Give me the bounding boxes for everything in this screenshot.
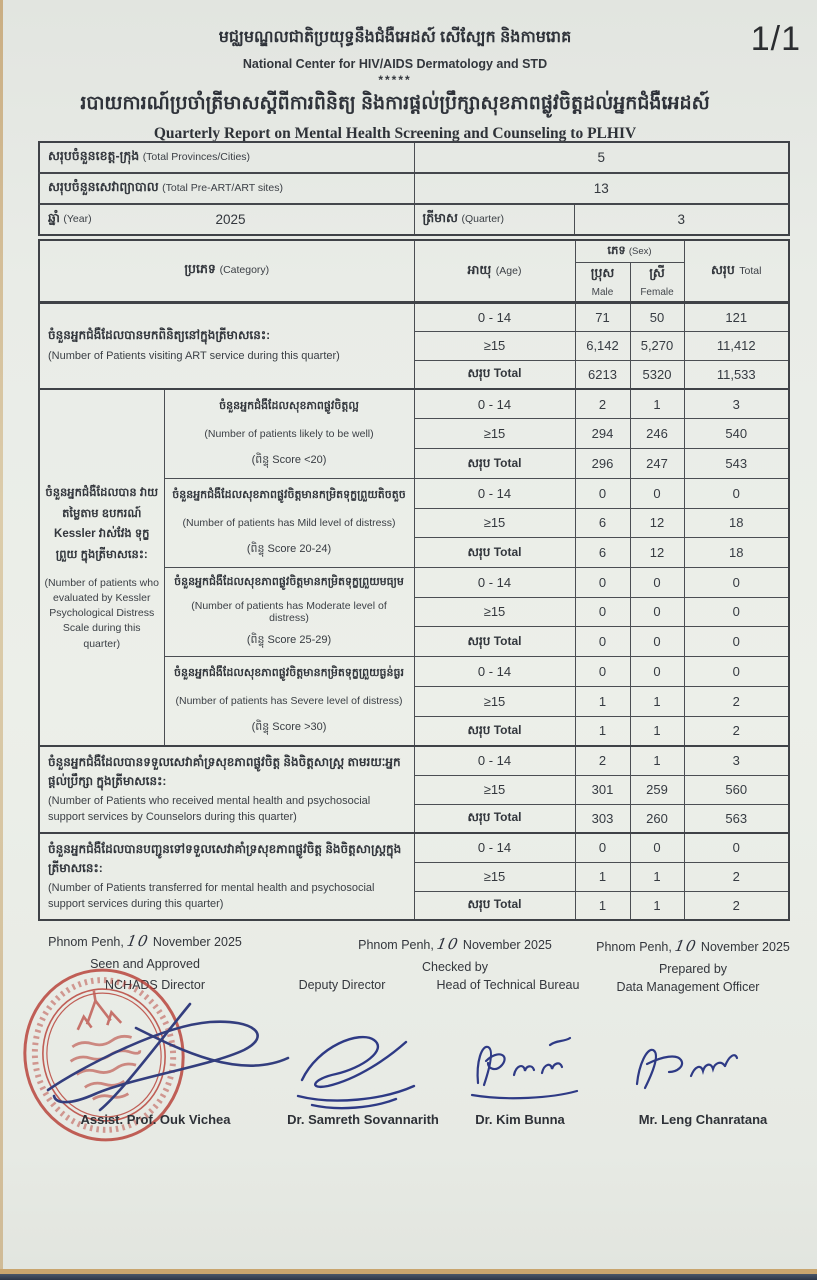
female-value: 0 (630, 657, 684, 687)
male-value: 1 (575, 716, 630, 746)
date-line-right (593, 935, 793, 958)
art-visits-label-kh: ចំនួនអ្នកជំងឺដែលបានមកពិនិត្យនៅក្នុងត្រីមាសនេះ: (48, 328, 271, 343)
female-value: 5320 (630, 360, 684, 389)
category-header-en: (Category) (219, 264, 270, 277)
handwritten-day: 10 (125, 932, 152, 950)
approval-line-left: Seen and Approved (90, 957, 200, 971)
received-label-en: (Number of Patients who received mental health and psychosocial support services by Counselors during this quarter) (48, 795, 371, 824)
approval-line-middle: Checked by (421, 960, 488, 974)
female-value: 246 (630, 419, 684, 449)
star-divider: ***** (378, 73, 412, 87)
signature-ouk-vichea (40, 998, 300, 1116)
name-ouk-vichea: Assist. Prof. Ouk Vichea (80, 1112, 231, 1127)
report-title-english: Quarterly Report on Mental Health Screening and Counseling to PLHIV (153, 125, 637, 142)
art-visits-label-en: (Number of Patients visiting ART service during this quarter) (48, 350, 340, 363)
date-prefix: Phnom Penh, (48, 935, 124, 949)
received-label-kh: ចំនួនអ្នកជំងឺដែលបានទទួលសេវាគាំទ្រសុខភាពផ្លូវចិត្ត និងចិត្តសាស្ត្រ តាមរយៈអ្នកផ្តល់ប្រឹក្សា ក្នុងត្រីមាសនេះ: (48, 754, 401, 788)
age-cell: 0 - 14 (414, 746, 575, 775)
female-value: 50 (630, 302, 684, 331)
transferred-label-en: (Number of Patients transferred for mental health and psychosocial support services during this quarter) (48, 882, 375, 911)
moderate-label-en: (Number of patients has Moderate level of distress) (191, 599, 387, 624)
age-total-cell: សរុប Total (414, 716, 575, 746)
row-total-provinces (39, 142, 789, 173)
kessler-label-kh: ចំនួនអ្នកជំងឺដែលបាន វាយតម្លៃតាម ឧបករណ៍ Kessler វាស់វែង ទុក្ខព្រួយ ក្នុងត្រីមាសនេះ: (45, 487, 159, 562)
female-value: 1 (630, 716, 684, 746)
female-value: 1 (630, 891, 684, 920)
total-value: 2 (684, 716, 789, 746)
age-cell: ≥15 (414, 419, 575, 449)
received-label (39, 746, 414, 833)
male-value: 1 (575, 862, 630, 891)
quarter-label-kh: ត្រីមាស (422, 210, 458, 225)
female-value: 1 (630, 686, 684, 716)
age-cell: ≥15 (414, 331, 575, 360)
total-value: 2 (684, 891, 789, 920)
male-value: 6 (575, 538, 630, 568)
col-header-total (684, 240, 789, 302)
art-visits-label (39, 302, 414, 389)
male-value: 1 (575, 891, 630, 920)
title-head-technical-bureau: Head of Technical Bureau (436, 978, 580, 992)
female-value: 0 (630, 479, 684, 509)
male-value: 0 (575, 627, 630, 657)
female-value: 1 (630, 862, 684, 891)
total-value: 0 (684, 657, 789, 687)
col-header-sex (575, 240, 684, 262)
age-cell: ≥15 (414, 508, 575, 538)
female-value: 0 (630, 833, 684, 862)
mild-label (164, 479, 414, 568)
male-value: 6 (575, 508, 630, 538)
transferred-label-kh: ចំនួនអ្នកជំងឺដែលបានបញ្ជូនទៅទទួលសេវាគាំទ្រសុខភាពផ្លូវចិត្ត និងចិត្តសាស្ត្រក្នុងត្រីមាសនេះ: (48, 841, 402, 875)
title-data-management-officer: Data Management Officer (616, 980, 760, 994)
female-header-en: Female (640, 286, 674, 298)
total-sites-value: 13 (414, 173, 789, 204)
total-value: 2 (684, 686, 789, 716)
date-line-left (40, 930, 250, 953)
total-sites-label-kh: សរុបចំនួនសេវាព្យាបាល (48, 179, 159, 194)
total-sites-label (39, 173, 414, 204)
title-deputy-director: Deputy Director (298, 978, 386, 992)
severe-label-kh: ចំនួនអ្នកជំងឺដែលសុខភាពផ្លូវចិត្តមានកម្រិតទុក្ខព្រួយធ្ងន់ធ្ងរ (174, 666, 404, 679)
date-suffix: November 2025 (462, 938, 552, 952)
handwritten-day: 10 (673, 937, 700, 955)
age-header-kh: អាយុ (467, 262, 492, 277)
age-cell: ≥15 (414, 775, 575, 804)
age-cell: ≥15 (414, 862, 575, 891)
date-prefix: Phnom Penh, (358, 938, 434, 952)
male-value: 0 (575, 479, 630, 509)
table-row (39, 746, 789, 775)
female-value: 0 (630, 597, 684, 627)
date-suffix: November 2025 (700, 940, 790, 954)
table-row (39, 389, 789, 419)
org-name-english: National Center for HIV/AIDS Dermatology and STD (242, 57, 548, 71)
female-value: 260 (630, 804, 684, 833)
male-value: 2 (575, 389, 630, 419)
age-total-cell: សរុប Total (414, 804, 575, 833)
col-header-male (575, 262, 630, 302)
total-value: 0 (684, 568, 789, 598)
female-value: 259 (630, 775, 684, 804)
date-prefix: Phnom Penh, (596, 940, 672, 954)
transferred-label (39, 833, 414, 920)
total-value: 121 (684, 302, 789, 331)
col-header-age (414, 240, 575, 302)
total-sites-label-en: (Total Pre-ART/ART sites) (162, 181, 283, 194)
quarter-label (414, 204, 574, 235)
male-value: 0 (575, 597, 630, 627)
year-label-kh: ឆ្នាំ (48, 210, 60, 225)
name-leng-chanratana: Mr. Leng Chanratana (638, 1112, 768, 1127)
severe-label-en: (Number of patients has Severe level of distress) (175, 694, 403, 707)
table-surface (0, 1274, 817, 1280)
org-name-khmer: មជ្ឈមណ្ឌលជាតិប្រយុទ្ធនឹងជំងឺអេដស៍ សើស្បែក និងកាមរោគ (218, 29, 572, 46)
total-value: 0 (684, 479, 789, 509)
report-header (0, 26, 790, 143)
male-value: 0 (575, 833, 630, 862)
age-total-cell: សរុប Total (414, 360, 575, 389)
total-provinces-label (39, 142, 414, 173)
age-total-cell: សរុប Total (414, 449, 575, 479)
page-counter: 1/1 (750, 20, 801, 58)
summary-table (38, 141, 790, 236)
total-value: 543 (684, 449, 789, 479)
total-value: 11,533 (684, 360, 789, 389)
male-value: 294 (575, 419, 630, 449)
mild-label-kh: ចំនួនអ្នកជំងឺដែលសុខភាពផ្លូវចិត្តមានកម្រិតទុក្ខព្រួយតិចតួច (172, 488, 406, 501)
male-header-kh: ប្រុស (590, 265, 615, 280)
year-value: 2025 (215, 212, 246, 227)
date-line-middle (330, 933, 580, 956)
age-cell: ≥15 (414, 686, 575, 716)
kessler-label (39, 389, 164, 746)
age-cell: 0 - 14 (414, 302, 575, 331)
male-value: 6,142 (575, 331, 630, 360)
moderate-score: (ពិន្ទុ Score 25-29) (246, 634, 332, 647)
age-cell: 0 - 14 (414, 479, 575, 509)
male-value: 0 (575, 657, 630, 687)
kessler-label-en: (Number of patients who evaluated by Kessler Psychological Distress Scale during this quarter) (44, 576, 159, 650)
male-header-en: Male (591, 286, 614, 298)
female-value: 12 (630, 508, 684, 538)
sex-header-en: (Sex) (628, 245, 652, 257)
female-value: 1 (630, 746, 684, 775)
total-value: 18 (684, 508, 789, 538)
total-header-kh: សរុប (711, 262, 735, 277)
title-nchads-director: NCHADS Director (104, 978, 205, 992)
mild-score: (ពិន្ទុ Score 20-24) (246, 543, 332, 556)
signature-samreth-sovannarith (288, 1028, 423, 1116)
total-value: 563 (684, 804, 789, 833)
mild-label-en: (Number of patients has Mild level of distress) (182, 516, 396, 529)
name-samreth-sovannarith: Dr. Samreth Sovannarith (287, 1112, 439, 1127)
report-title-khmer: របាយការណ៍ប្រចាំត្រីមាសស្តីពីការពិនិត្យ និងការផ្តល់ប្រឹក្សាសុខភាពផ្លូវចិត្តដល់អ្នកជំងឺអេដស៍ (80, 93, 710, 114)
male-value: 0 (575, 568, 630, 598)
total-value: 3 (684, 746, 789, 775)
date-suffix: November 2025 (152, 935, 242, 949)
age-total-cell: សរុប Total (414, 538, 575, 568)
age-cell: ≥15 (414, 597, 575, 627)
severe-label (164, 657, 414, 747)
quarter-label-en: (Quarter) (461, 212, 505, 225)
female-value: 1 (630, 389, 684, 419)
total-value: 0 (684, 833, 789, 862)
male-value: 71 (575, 302, 630, 331)
female-value: 247 (630, 449, 684, 479)
female-value: 12 (630, 538, 684, 568)
female-value: 0 (630, 627, 684, 657)
well-label-kh: ចំនួនអ្នកជំងឺដែលសុខភាពផ្លូវចិត្តល្អ (219, 399, 359, 412)
total-value: 0 (684, 627, 789, 657)
well-label-en: (Number of patients likely to be well) (204, 427, 374, 440)
total-provinces-value: 5 (414, 142, 789, 173)
row-total-sites (39, 173, 789, 204)
quarter-value: 3 (574, 204, 789, 235)
female-header-kh: ស្រី (649, 265, 665, 280)
sex-header-kh: ភេទ (607, 244, 626, 257)
male-value: 296 (575, 449, 630, 479)
signature-block-right (593, 935, 793, 980)
age-total-cell: សរុប Total (414, 627, 575, 657)
moderate-label (164, 568, 414, 657)
year-label-en: (Year) (63, 212, 92, 225)
table-row (39, 833, 789, 862)
table-row (39, 302, 789, 331)
paper-left-edge (0, 0, 3, 1272)
age-total-cell: សរុប Total (414, 891, 575, 920)
handwritten-day: 10 (435, 935, 462, 953)
year-cell (39, 204, 414, 235)
female-value: 0 (630, 568, 684, 598)
age-cell: 0 - 14 (414, 833, 575, 862)
approval-line-right: Prepared by (658, 962, 728, 976)
age-cell: 0 - 14 (414, 568, 575, 598)
col-header-female (630, 262, 684, 302)
well-score: (ពិន្ទុ Score <20) (251, 454, 327, 467)
male-value: 303 (575, 804, 630, 833)
male-value: 2 (575, 746, 630, 775)
age-header-en: (Age) (495, 264, 522, 277)
total-value: 2 (684, 862, 789, 891)
severe-score: (ពិន្ទុ Score >30) (251, 721, 327, 734)
signature-leng-chanratana (625, 1038, 740, 1100)
signature-block-middle (330, 933, 580, 978)
male-value: 6213 (575, 360, 630, 389)
well-label (164, 389, 414, 479)
moderate-label-kh: ចំនួនអ្នកជំងឺដែលសុខភាពផ្លូវចិត្តមានកម្រិតទុក្ខព្រួយមធ្យម (174, 575, 404, 588)
row-year-quarter (39, 204, 789, 235)
total-value: 540 (684, 419, 789, 449)
female-value: 5,270 (630, 331, 684, 360)
total-value: 3 (684, 389, 789, 419)
col-header-category (39, 240, 414, 302)
male-value: 1 (575, 686, 630, 716)
data-table (38, 239, 790, 921)
male-value: 301 (575, 775, 630, 804)
total-provinces-label-kh: សរុបចំនួនខេត្ត-ក្រុង (48, 148, 140, 163)
age-cell: 0 - 14 (414, 657, 575, 687)
report-body (38, 141, 788, 921)
total-provinces-label-en: (Total Provinces/Cities) (142, 150, 251, 163)
name-kim-bunna: Dr. Kim Bunna (475, 1112, 565, 1127)
total-value: 0 (684, 597, 789, 627)
total-value: 18 (684, 538, 789, 568)
category-header-kh: ប្រភេទ (184, 262, 216, 277)
total-value: 11,412 (684, 331, 789, 360)
signature-kim-bunna (462, 1033, 587, 1105)
age-cell: 0 - 14 (414, 389, 575, 419)
total-value: 560 (684, 775, 789, 804)
total-header-en: Total (739, 264, 762, 277)
